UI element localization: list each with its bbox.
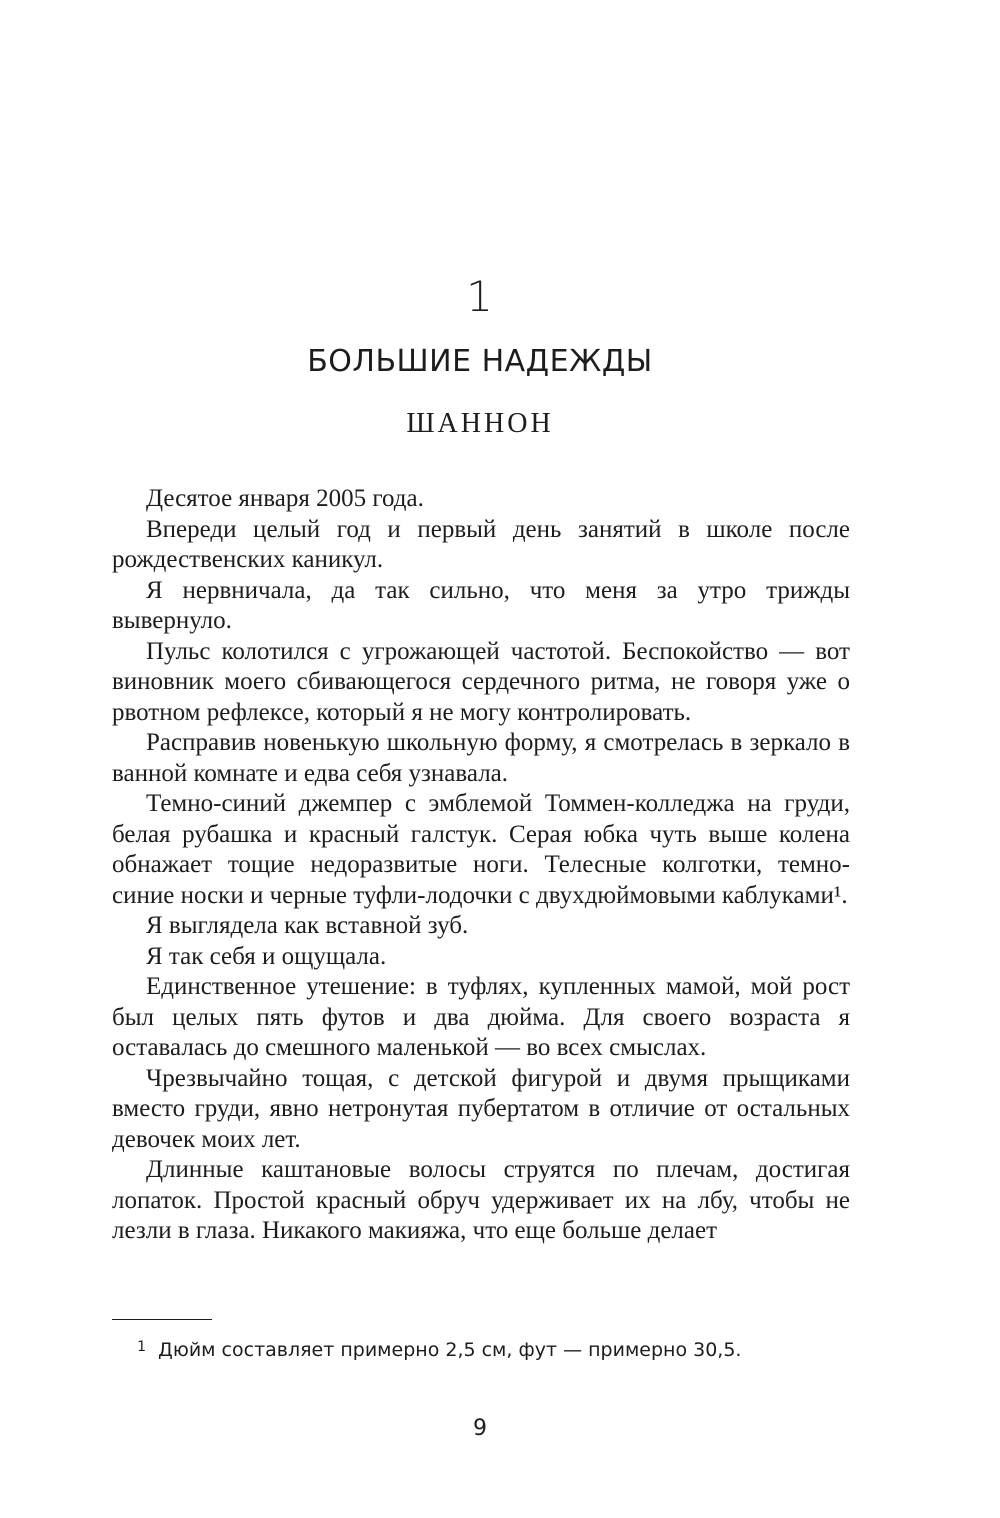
paragraph: Пульс колотился с угрожающей частотой. Беспокойство — вот виновник моего сбивающегося сердечного ритма, не говоря уже о рвотном рефлексе, который я не могу контролировать. <box>112 637 850 726</box>
paragraph: Расправив новенькую школьную форму, я смотрелась в зеркало в ванной комнате и едва себя узнавала. <box>112 729 850 787</box>
paragraph: Чрезвычайно тощая, с детской фигурой и двумя прыщиками вместо груди, явно нетронутая пубертатом в отличие от остальных девочек моих лет. <box>112 1064 850 1153</box>
chapter-pov-name: ШАННОН <box>406 408 554 439</box>
paragraph: Я так себя и ощущала. <box>146 942 387 970</box>
paragraph: Я выглядела как вставной зуб. <box>146 912 469 939</box>
footnote-text: Дюйм составляет примерно 2,5 см, фут — примерно 30,5. <box>158 1339 742 1361</box>
footnote-marker: 1 <box>137 1339 146 1355</box>
paragraph: Единственное утешение: в туфлях, купленных мамой, мой рост был целых пять футов и два дюйма. Для своего возраста я оставалась до смешного маленькой — во всех смыслах. <box>112 973 850 1061</box>
footnote-divider <box>112 1319 212 1320</box>
paragraph: Длинные каштановые волосы струятся по плечам, достигая лопаток. Простой красный обруч удерживает их на лбу, чтобы не лезли в глаза. Никакого макияжа, что еще больше делает <box>112 1156 850 1244</box>
paragraph: Впереди целый год и первый день занятий в школе после рождественских каникул. <box>112 515 850 573</box>
footnote <box>112 1334 850 1363</box>
chapter-title: БОЛЬШИЕ НАДЕЖДЫ <box>307 344 653 379</box>
paragraph: Темно-синий джемпер с эмблемой Томмен-колледжа на груди, белая рубашка и красный галстук. Серая юбка чуть выше колена обнажает тощие недоразвитые ноги. Телесные колготки, темно-синие носки и черные туфли-лодочки с двухдюймовыми каблуками¹. <box>112 790 850 909</box>
body-text <box>112 484 850 1247</box>
paragraph: Десятое января 2005 года. <box>146 485 424 512</box>
page-number: 9 <box>473 1416 487 1441</box>
chapter-number: 1 <box>466 272 494 321</box>
paragraph: Я нервничала, да так сильно, что меня за утро трижды вывернуло. <box>112 576 850 634</box>
